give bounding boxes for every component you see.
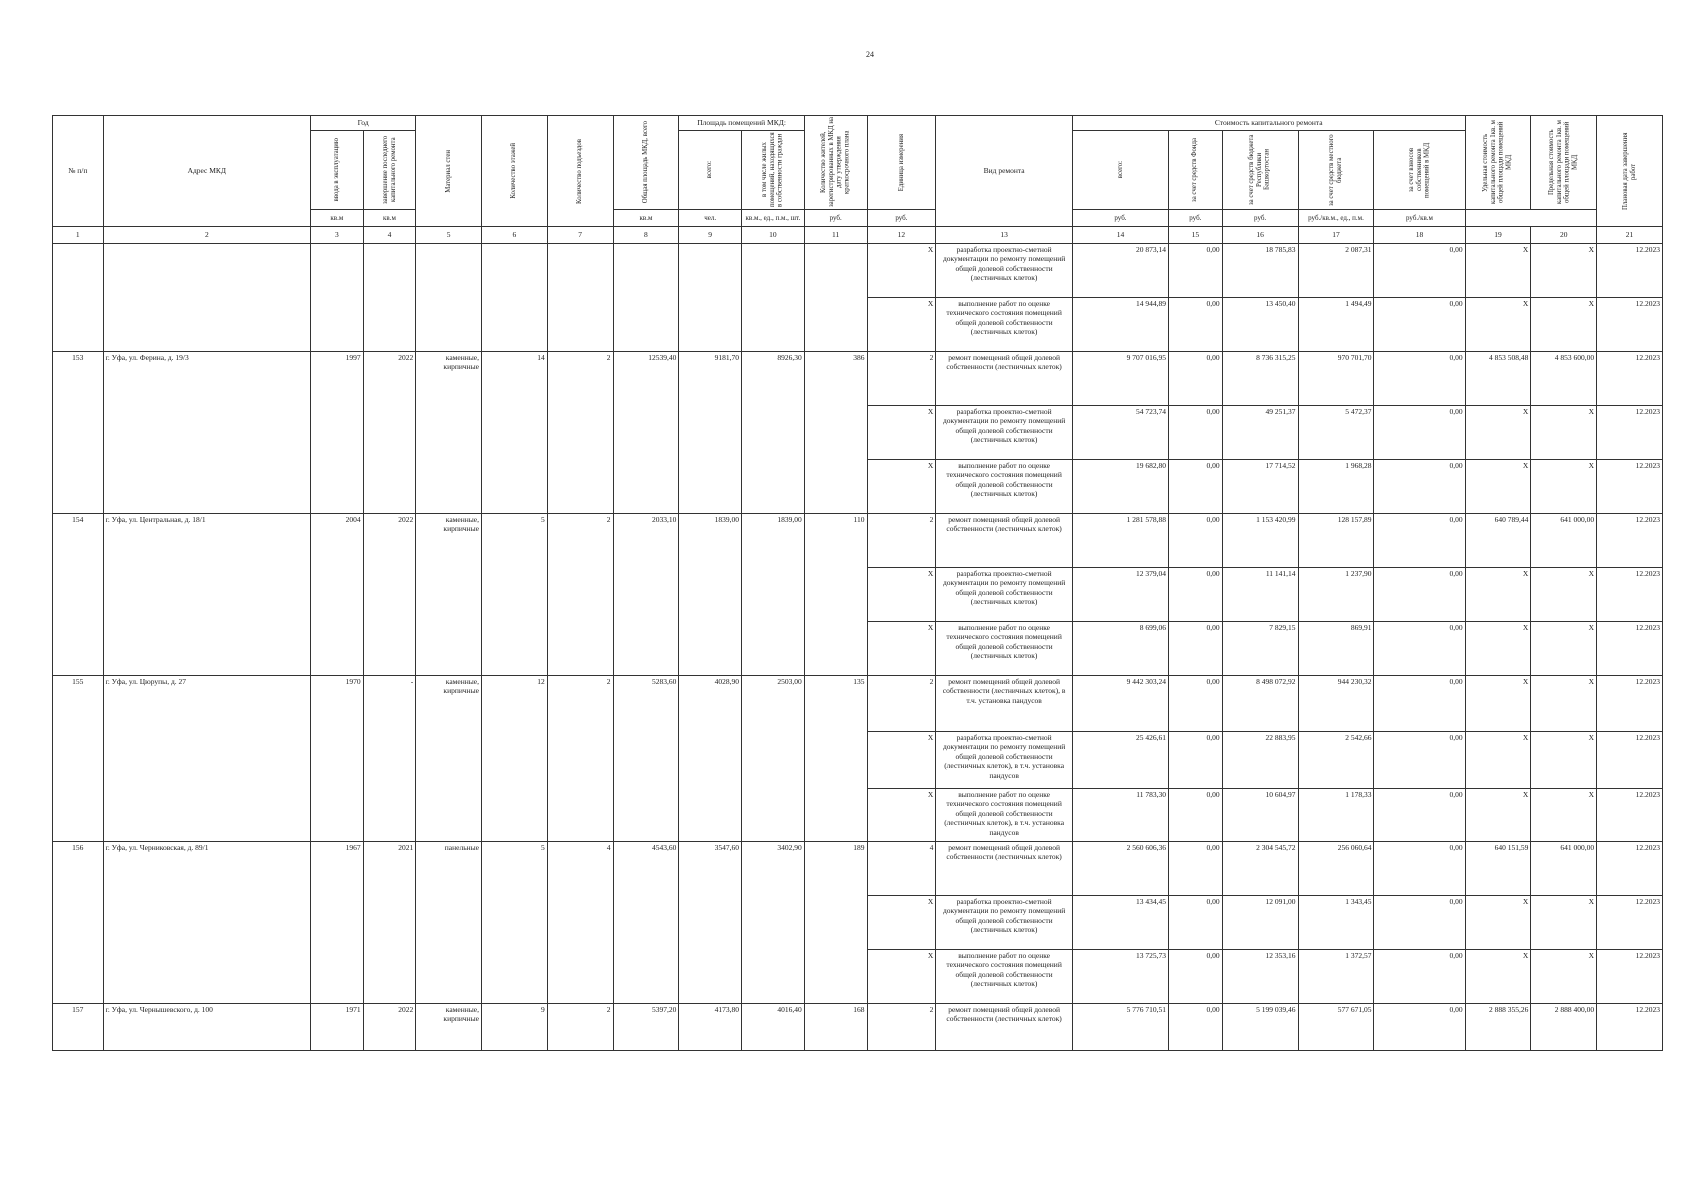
cost-owners-cell: 0,00 — [1374, 1004, 1465, 1051]
unit-cell: руб. — [867, 210, 936, 227]
cost-rb-cell: 8 498 072,92 — [1222, 676, 1298, 732]
cost-rb-cell: 13 450,40 — [1222, 298, 1298, 352]
specific-cost-cell: X — [1465, 406, 1531, 460]
column-number: 1 — [53, 227, 104, 244]
year-built-cell: 1970 — [311, 676, 364, 842]
year-repair-cell: 2022 — [363, 514, 416, 676]
entrances-cell: 2 — [547, 1004, 613, 1051]
area-all-cell: 9181,70 — [679, 352, 742, 514]
total-area-cell: 5397,20 — [613, 1004, 679, 1051]
cost-rb-cell: 12 353,16 — [1222, 950, 1298, 1004]
cost-rb-cell: 18 785,83 — [1222, 244, 1298, 298]
work-type-cell: разработка проектно-сметной документации по ремонту помещений общей долевой собственности (лестничных клеток), в т.ч. установка пандусов — [936, 732, 1073, 789]
plan-date-cell: 12.2023 — [1597, 676, 1663, 732]
header-floors: Количество этажей — [482, 116, 548, 227]
cost-local-cell: 1 343,45 — [1298, 896, 1374, 950]
header-unit: Единица измерения — [867, 116, 936, 210]
cost-owners-cell: 0,00 — [1374, 789, 1465, 842]
area-residential-cell: 2503,00 — [742, 676, 805, 842]
column-number: 10 — [742, 227, 805, 244]
floors-cell: 12 — [482, 676, 548, 842]
column-number: 20 — [1531, 227, 1597, 244]
area-all-cell: 4028,90 — [679, 676, 742, 842]
year-built-cell: 1967 — [311, 842, 364, 1004]
limit-cost-cell: X — [1531, 676, 1597, 732]
year-repair-cell: 2022 — [363, 1004, 416, 1051]
column-number: 11 — [804, 227, 867, 244]
unit-cell: кв.м — [613, 210, 679, 227]
table-row — [53, 244, 1663, 298]
total-area-cell: 5283,60 — [613, 676, 679, 842]
unit-cell: X — [867, 896, 936, 950]
cost-total-cell: 8 699,06 — [1072, 622, 1168, 676]
header-year-repair: завершение последнего капитального ремонта — [363, 131, 416, 210]
area-residential-cell: 4016,40 — [742, 1004, 805, 1051]
cost-local-cell: 2 087,31 — [1298, 244, 1374, 298]
table-row — [53, 1004, 1663, 1051]
specific-cost-cell: X — [1465, 732, 1531, 789]
cost-owners-cell: 0,00 — [1374, 732, 1465, 789]
total-area-cell: 2033,10 — [613, 514, 679, 676]
plan-date-cell: 12.2023 — [1597, 1004, 1663, 1051]
address-cell: г. Уфа, ул. Цюрупы, д. 27 — [103, 676, 310, 842]
unit-cell: руб. — [804, 210, 867, 227]
area-all-cell: 1839,00 — [679, 514, 742, 676]
header-entrances: Количество подъездов — [547, 116, 613, 227]
column-number: 15 — [1169, 227, 1223, 244]
area-residential-cell: 1839,00 — [742, 514, 805, 676]
cost-total-cell: 19 682,80 — [1072, 460, 1168, 514]
residents-cell: 110 — [804, 514, 867, 676]
specific-cost-cell: X — [1465, 244, 1531, 298]
header-work-type: Вид ремонта — [936, 116, 1073, 227]
empty-cell — [482, 244, 548, 352]
cost-local-cell: 1 968,28 — [1298, 460, 1374, 514]
cost-local-cell: 256 060,64 — [1298, 842, 1374, 896]
limit-cost-cell: 641 000,00 — [1531, 514, 1597, 568]
unit-cell: X — [867, 244, 936, 298]
limit-cost-cell: 641 000,00 — [1531, 842, 1597, 896]
cost-fund-cell: 0,00 — [1169, 514, 1223, 568]
empty-cell — [679, 244, 742, 352]
year-built-cell: 1971 — [311, 1004, 364, 1051]
column-number: 8 — [613, 227, 679, 244]
cost-local-cell: 5 472,37 — [1298, 406, 1374, 460]
column-number: 4 — [363, 227, 416, 244]
area-residential-cell: 8926,30 — [742, 352, 805, 514]
plan-date-cell: 12.2023 — [1597, 789, 1663, 842]
unit-cell: X — [867, 298, 936, 352]
cost-fund-cell: 0,00 — [1169, 406, 1223, 460]
plan-date-cell: 12.2023 — [1597, 406, 1663, 460]
cost-total-cell: 11 783,30 — [1072, 789, 1168, 842]
cost-owners-cell: 0,00 — [1374, 514, 1465, 568]
cost-owners-cell: 0,00 — [1374, 352, 1465, 406]
wall-material-cell: каменные, кирпичные — [416, 514, 482, 676]
table-row — [53, 842, 1663, 896]
row-number: 154 — [53, 514, 104, 676]
work-type-cell: ремонт помещений общей долевой собственности (лестничных клеток) — [936, 1004, 1073, 1051]
page-number: 24 — [866, 50, 874, 59]
plan-date-cell: 12.2023 — [1597, 352, 1663, 406]
plan-date-cell: 12.2023 — [1597, 732, 1663, 789]
cost-owners-cell: 0,00 — [1374, 676, 1465, 732]
row-number: 156 — [53, 842, 104, 1004]
cost-rb-cell: 5 199 039,46 — [1222, 1004, 1298, 1051]
floors-cell: 14 — [482, 352, 548, 514]
cost-fund-cell: 0,00 — [1169, 568, 1223, 622]
unit-cell: X — [867, 568, 936, 622]
plan-date-cell: 12.2023 — [1597, 622, 1663, 676]
unit-cell: 4 — [867, 842, 936, 896]
cost-local-cell: 1 372,57 — [1298, 950, 1374, 1004]
cost-total-cell: 20 873,14 — [1072, 244, 1168, 298]
header-material: Материал стен — [416, 116, 482, 227]
cost-fund-cell: 0,00 — [1169, 732, 1223, 789]
address-cell: г. Уфа, ул. Черниковская, д. 89/1 — [103, 842, 310, 1004]
header-year-group: Год — [311, 116, 416, 131]
work-type-cell: ремонт помещений общей долевой собственности (лестничных клеток) — [936, 842, 1073, 896]
cost-owners-cell: 0,00 — [1374, 622, 1465, 676]
cost-local-cell: 128 157,89 — [1298, 514, 1374, 568]
cost-total-cell: 25 426,61 — [1072, 732, 1168, 789]
cost-rb-cell: 1 153 420,99 — [1222, 514, 1298, 568]
cost-local-cell: 970 701,70 — [1298, 352, 1374, 406]
unit-cell: руб. — [1222, 210, 1298, 227]
limit-cost-cell: X — [1531, 568, 1597, 622]
header-cost-group: Стоимость капитального ремонта — [1072, 116, 1465, 131]
unit-cell: X — [867, 732, 936, 789]
cost-rb-cell: 10 604,97 — [1222, 789, 1298, 842]
residents-cell: 135 — [804, 676, 867, 842]
cost-owners-cell: 0,00 — [1374, 406, 1465, 460]
column-number: 19 — [1465, 227, 1531, 244]
plan-date-cell: 12.2023 — [1597, 896, 1663, 950]
limit-cost-cell: X — [1531, 950, 1597, 1004]
header-address: Адрес МКД — [103, 116, 310, 227]
cost-local-cell: 577 671,05 — [1298, 1004, 1374, 1051]
work-type-cell: ремонт помещений общей долевой собственности (лестничных клеток) — [936, 514, 1073, 568]
header-total-area: Общая площадь МКД, всего — [613, 116, 679, 210]
column-numbers-row — [53, 227, 1663, 244]
unit-cell: X — [867, 460, 936, 514]
plan-date-cell: 12.2023 — [1597, 244, 1663, 298]
empty-cell — [416, 244, 482, 352]
unit-cell: руб. — [1072, 210, 1168, 227]
column-number: 13 — [936, 227, 1073, 244]
capital-repair-table — [52, 115, 1663, 1051]
plan-date-cell: 12.2023 — [1597, 514, 1663, 568]
limit-cost-cell: X — [1531, 896, 1597, 950]
cost-rb-cell: 2 304 545,72 — [1222, 842, 1298, 896]
wall-material-cell: каменные, кирпичные — [416, 352, 482, 514]
wall-material-cell: панельные — [416, 842, 482, 1004]
empty-cell — [53, 244, 104, 352]
year-built-cell: 2004 — [311, 514, 364, 676]
empty-cell — [103, 244, 310, 352]
total-area-cell: 4543,60 — [613, 842, 679, 1004]
cost-local-cell: 944 230,32 — [1298, 676, 1374, 732]
cost-fund-cell: 0,00 — [1169, 460, 1223, 514]
plan-date-cell: 12.2023 — [1597, 298, 1663, 352]
column-number: 5 — [416, 227, 482, 244]
table-row — [53, 676, 1663, 732]
limit-cost-cell: X — [1531, 406, 1597, 460]
entrances-cell: 2 — [547, 676, 613, 842]
cost-owners-cell: 0,00 — [1374, 842, 1465, 896]
header-area-group: Площадь помещений МКД: — [679, 116, 804, 131]
specific-cost-cell: 640 789,44 — [1465, 514, 1531, 568]
cost-fund-cell: 0,00 — [1169, 842, 1223, 896]
empty-cell — [613, 244, 679, 352]
cost-owners-cell: 0,00 — [1374, 298, 1465, 352]
year-repair-cell: 2021 — [363, 842, 416, 1004]
specific-cost-cell: 640 151,59 — [1465, 842, 1531, 896]
unit-cell: X — [867, 622, 936, 676]
work-type-cell: ремонт помещений общей долевой собственности (лестничных клеток), в т.ч. установка пандусов — [936, 676, 1073, 732]
unit-cell: X — [867, 406, 936, 460]
header-cost-total: всего: — [1072, 131, 1168, 210]
cost-rb-cell: 8 736 315,25 — [1222, 352, 1298, 406]
address-cell: г. Уфа, ул. Ферина, д. 19/3 — [103, 352, 310, 514]
cost-total-cell: 1 281 578,88 — [1072, 514, 1168, 568]
limit-cost-cell: X — [1531, 789, 1597, 842]
specific-cost-cell: X — [1465, 950, 1531, 1004]
work-type-cell: выполнение работ по оценке технического состояния помещений общей долевой собственности (лестничных клеток) — [936, 622, 1073, 676]
cost-fund-cell: 0,00 — [1169, 352, 1223, 406]
plan-date-cell: 12.2023 — [1597, 842, 1663, 896]
floors-cell: 5 — [482, 842, 548, 1004]
header-year-built: ввода в эксплуатацию — [311, 131, 364, 210]
area-all-cell: 3547,60 — [679, 842, 742, 1004]
column-number: 18 — [1374, 227, 1465, 244]
cost-fund-cell: 0,00 — [1169, 789, 1223, 842]
plan-date-cell: 12.2023 — [1597, 568, 1663, 622]
entrances-cell: 2 — [547, 352, 613, 514]
cost-fund-cell: 0,00 — [1169, 896, 1223, 950]
floors-cell: 5 — [482, 514, 548, 676]
cost-total-cell: 5 776 710,51 — [1072, 1004, 1168, 1051]
cost-local-cell: 2 542,66 — [1298, 732, 1374, 789]
column-number: 14 — [1072, 227, 1168, 244]
floors-cell: 9 — [482, 1004, 548, 1051]
residents-cell: 168 — [804, 1004, 867, 1051]
specific-cost-cell: X — [1465, 676, 1531, 732]
cost-total-cell: 13 725,73 — [1072, 950, 1168, 1004]
work-type-cell: выполнение работ по оценке технического состояния помещений общей долевой собственности (лестничных клеток) — [936, 460, 1073, 514]
empty-cell — [742, 244, 805, 352]
cost-rb-cell: 7 829,15 — [1222, 622, 1298, 676]
cost-owners-cell: 0,00 — [1374, 950, 1465, 1004]
empty-cell — [804, 244, 867, 352]
specific-cost-cell: X — [1465, 298, 1531, 352]
cost-fund-cell: 0,00 — [1169, 298, 1223, 352]
column-number: 16 — [1222, 227, 1298, 244]
year-repair-cell: 2022 — [363, 352, 416, 514]
cost-local-cell: 869,91 — [1298, 622, 1374, 676]
unit-cell: 2 — [867, 352, 936, 406]
cost-total-cell: 13 434,45 — [1072, 896, 1168, 950]
residents-cell: 386 — [804, 352, 867, 514]
cost-total-cell: 2 560 606,36 — [1072, 842, 1168, 896]
cost-fund-cell: 0,00 — [1169, 676, 1223, 732]
specific-cost-cell: X — [1465, 568, 1531, 622]
limit-cost-cell: X — [1531, 732, 1597, 789]
entrances-cell: 4 — [547, 842, 613, 1004]
table-header — [53, 116, 1663, 227]
cost-fund-cell: 0,00 — [1169, 950, 1223, 1004]
limit-cost-cell: 2 888 400,00 — [1531, 1004, 1597, 1051]
cost-owners-cell: 0,00 — [1374, 568, 1465, 622]
column-number: 3 — [311, 227, 364, 244]
table-body — [53, 227, 1663, 1051]
row-number: 157 — [53, 1004, 104, 1051]
unit-cell: кв.м — [311, 210, 364, 227]
unit-cell: кв.м — [363, 210, 416, 227]
specific-cost-cell: 4 853 508,48 — [1465, 352, 1531, 406]
unit-cell: X — [867, 950, 936, 1004]
unit-cell: 2 — [867, 1004, 936, 1051]
plan-date-cell: 12.2023 — [1597, 950, 1663, 1004]
column-number: 12 — [867, 227, 936, 244]
limit-cost-cell: X — [1531, 298, 1597, 352]
specific-cost-cell: X — [1465, 460, 1531, 514]
column-number: 17 — [1298, 227, 1374, 244]
empty-cell — [311, 244, 364, 352]
header-cost-rb: за счет средств бюджета Республики Башкортостан — [1222, 131, 1298, 210]
cost-total-cell: 12 379,04 — [1072, 568, 1168, 622]
cost-local-cell: 1 178,33 — [1298, 789, 1374, 842]
header-specific-cost: Удельная стоимость капитального ремонта 1кв. м общей площади помещений МКД — [1465, 116, 1531, 210]
cost-rb-cell: 22 883,95 — [1222, 732, 1298, 789]
residents-cell: 189 — [804, 842, 867, 1004]
limit-cost-cell: X — [1531, 622, 1597, 676]
work-type-cell: выполнение работ по оценке технического состояния помещений общей долевой собственности (лестничных клеток), в т.ч. установка пандусов — [936, 789, 1073, 842]
header-cost-owners: за счет взносов собственников помещений в МКД — [1374, 131, 1465, 210]
year-repair-cell: - — [363, 676, 416, 842]
header-residents: Количество жителей, зарегистрированных в МКД на дату утверждения краткосрочного плана — [804, 116, 867, 210]
header-plan-date: Плановая дата завершения работ — [1597, 116, 1663, 227]
work-type-cell: разработка проектно-сметной документации по ремонту помещений общей долевой собственности (лестничных клеток) — [936, 244, 1073, 298]
table-row — [53, 514, 1663, 568]
column-number: 6 — [482, 227, 548, 244]
unit-cell: кв.м., ед., п.м., шт. — [742, 210, 805, 227]
unit-cell: 2 — [867, 514, 936, 568]
area-all-cell: 4173,80 — [679, 1004, 742, 1051]
empty-cell — [547, 244, 613, 352]
header-area-all: всего: — [679, 131, 742, 210]
specific-cost-cell: 2 888 355,26 — [1465, 1004, 1531, 1051]
plan-date-cell: 12.2023 — [1597, 460, 1663, 514]
header-no: № п/п — [53, 116, 104, 227]
cost-fund-cell: 0,00 — [1169, 244, 1223, 298]
total-area-cell: 12539,40 — [613, 352, 679, 514]
header-cost-fund: за счет средств Фонда — [1169, 131, 1223, 210]
cost-owners-cell: 0,00 — [1374, 460, 1465, 514]
wall-material-cell: каменные, кирпичные — [416, 676, 482, 842]
cost-total-cell: 9 442 303,24 — [1072, 676, 1168, 732]
work-type-cell: разработка проектно-сметной документации по ремонту помещений общей долевой собственности (лестничных клеток) — [936, 568, 1073, 622]
unit-cell: руб./кв.м — [1374, 210, 1465, 227]
column-number: 2 — [103, 227, 310, 244]
address-cell: г. Уфа, ул. Центральная, д. 18/1 — [103, 514, 310, 676]
work-type-cell: разработка проектно-сметной документации по ремонту помещений общей долевой собственности (лестничных клеток) — [936, 896, 1073, 950]
cost-owners-cell: 0,00 — [1374, 896, 1465, 950]
column-number: 7 — [547, 227, 613, 244]
specific-cost-cell: X — [1465, 789, 1531, 842]
header-area-res: в том числе жилых помещений, находящихся в собственности граждан — [742, 131, 805, 210]
work-type-cell: выполнение работ по оценке технического состояния помещений общей долевой собственности (лестничных клеток) — [936, 950, 1073, 1004]
column-number: 9 — [679, 227, 742, 244]
cost-total-cell: 9 707 016,95 — [1072, 352, 1168, 406]
unit-cell: 2 — [867, 676, 936, 732]
cost-rb-cell: 11 141,14 — [1222, 568, 1298, 622]
entrances-cell: 2 — [547, 514, 613, 676]
cost-total-cell: 14 944,89 — [1072, 298, 1168, 352]
wall-material-cell: каменные, кирпичные — [416, 1004, 482, 1051]
address-cell: г. Уфа, ул. Чернышевского, д. 100 — [103, 1004, 310, 1051]
cost-owners-cell: 0,00 — [1374, 244, 1465, 298]
work-type-cell: ремонт помещений общей долевой собственности (лестничных клеток) — [936, 352, 1073, 406]
cost-rb-cell: 17 714,52 — [1222, 460, 1298, 514]
area-residential-cell: 3402,90 — [742, 842, 805, 1004]
cost-fund-cell: 0,00 — [1169, 622, 1223, 676]
cost-local-cell: 1 494,49 — [1298, 298, 1374, 352]
unit-cell: чел. — [679, 210, 742, 227]
cost-rb-cell: 49 251,37 — [1222, 406, 1298, 460]
limit-cost-cell: X — [1531, 244, 1597, 298]
header-cost-local: за счет средств местного бюджета — [1298, 131, 1374, 210]
cost-total-cell: 54 723,74 — [1072, 406, 1168, 460]
row-number: 153 — [53, 352, 104, 514]
year-built-cell: 1997 — [311, 352, 364, 514]
cost-rb-cell: 12 091,00 — [1222, 896, 1298, 950]
cost-fund-cell: 0,00 — [1169, 1004, 1223, 1051]
unit-cell: руб./кв.м., ед., п.м. — [1298, 210, 1374, 227]
unit-cell: руб. — [1169, 210, 1223, 227]
work-type-cell: выполнение работ по оценке технического состояния помещений общей долевой собственности (лестничных клеток) — [936, 298, 1073, 352]
table-row — [53, 352, 1663, 406]
cost-local-cell: 1 237,90 — [1298, 568, 1374, 622]
limit-cost-cell: 4 853 600,00 — [1531, 352, 1597, 406]
row-number: 155 — [53, 676, 104, 842]
empty-cell — [363, 244, 416, 352]
limit-cost-cell: X — [1531, 460, 1597, 514]
specific-cost-cell: X — [1465, 622, 1531, 676]
specific-cost-cell: X — [1465, 896, 1531, 950]
work-type-cell: разработка проектно-сметной документации по ремонту помещений общей долевой собственности (лестничных клеток) — [936, 406, 1073, 460]
header-limit-cost: Предельная стоимость капитального ремонта 1кв. м общей площади помещений МКД — [1531, 116, 1597, 210]
column-number: 21 — [1597, 227, 1663, 244]
unit-cell: X — [867, 789, 936, 842]
